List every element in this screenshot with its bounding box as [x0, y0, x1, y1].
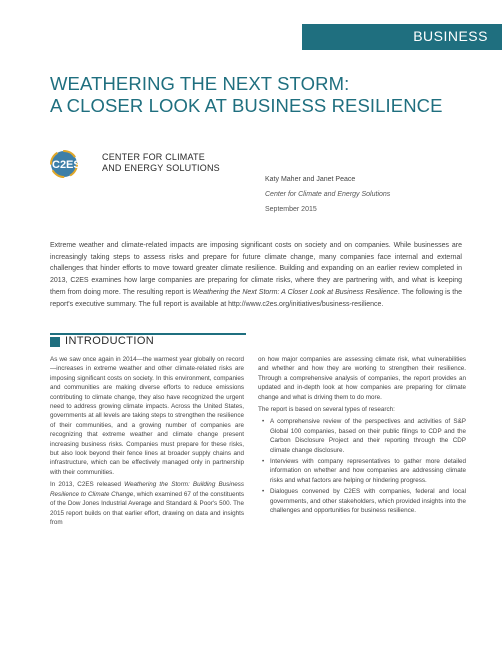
left-p2-before: In 2013, C2ES released — [50, 481, 125, 489]
right-paragraph-1: on how major companies are assessing climate risk, what vulnerabilities and whether and how they are working to strengthen their resilience. Through a comprehensive analysis of companies, the report provides an updated and in-depth look at how companies are preparing for climate change and what is driving them to do more. — [258, 356, 466, 401]
section-tab — [302, 24, 502, 50]
byline — [265, 172, 390, 217]
list-item: • A comprehensive review of the perspectives and activities of S&P Global 100 companies, based on their public filings to CDP and the Carbon Disclosure Project and their reporting through the CDP climate change disclosure. — [270, 417, 466, 455]
title-line-1: WEATHERING THE NEXT STORM: — [50, 73, 350, 94]
column-right — [258, 355, 466, 518]
research-bullet-list — [258, 417, 466, 515]
section-heading-introduction: INTRODUCTION — [65, 335, 155, 347]
byline-date: September 2015 — [265, 206, 317, 213]
byline-authors: Katy Maher and Janet Peace — [265, 176, 356, 183]
left-paragraph-1: As we saw once again in 2014—the warmest year globally on record—increases in extreme weather and other climate-related risks are imposing significant costs on society. In this environment, companies and communities are making diverse efforts to reduce emissions contributing to climate change, they also have recognized the urgent need to address growing climate impacts. Across the United States, governments at all levels are taking steps to strengthen the resilience of their communities, and a growing number of companies are recognizing that extreme weather and climate change present increasing business risks. Companies must prepare for these risks, but also look beyond their fence lines at broader supply chains and infrastructure, which can be effectively managed only in partnership with their communities. — [50, 356, 244, 476]
left-paragraph-2 — [50, 480, 244, 527]
report-title — [50, 73, 490, 117]
intro-report-title: Weathering the Next Storm: A Closer Look at Business Resilience — [192, 288, 398, 296]
left-p2-after: , which examined 67 of the constituents of the Dow Jones Industrial Average and Standard & Poor's 500. The 2015 report builds on that earlier effort, drawing on data and insights from — [50, 490, 244, 526]
intro-text-after: . The following is the report's executive summary. The full report is available at http://www.c2es.org/initiatives/business-resilience. — [50, 288, 462, 308]
list-item: • Interviews with company representatives to gather more detailed information on whether and how companies are addressing climate risks and what factors are helping or hindering progress. — [270, 457, 466, 485]
logo-line-2: AND ENERGY SOLUTIONS — [102, 162, 220, 173]
intro-text-before: Extreme weather and climate-related impacts are imposing significant costs on society and on companies. While businesses are increasingly taking steps to assess risks and prepare for future climate change, many companies face internal and external challenges that hinder efforts to move toward greater climate resilience. Building and expanding on an earlier review completed in 2013, C2ES examines how large companies are preparing for climate risks, where they are partnering with, and what is keeping them from doing more. The resulting report is — [50, 242, 462, 296]
column-left — [50, 355, 244, 530]
c2es-logo-mark — [50, 146, 96, 182]
section-marker — [50, 337, 60, 347]
byline-organization: Center for Climate and Energy Solutions — [265, 191, 391, 198]
right-paragraph-2: The report is based on several types of research: — [258, 406, 395, 414]
intro-paragraph — [50, 240, 462, 310]
logo-mark-text: C2ES — [52, 159, 81, 171]
left-p2-title: Weathering the Storm: Building Business Resilience to Climate Change — [50, 481, 244, 498]
logo-text — [102, 152, 220, 173]
logo-line-1: CENTER FOR CLIMATE — [102, 152, 205, 162]
title-line-2: A CLOSER LOOK AT BUSINESS RESILIENCE — [50, 95, 443, 116]
list-item: • Dialogues convened by C2ES with companies, federal and local governments, and other stakeholders, which provided insights into the challenges and opportunities for business resilience. — [270, 487, 466, 515]
c2es-logo — [50, 146, 250, 182]
section-label: BUSINESS — [413, 28, 488, 44]
